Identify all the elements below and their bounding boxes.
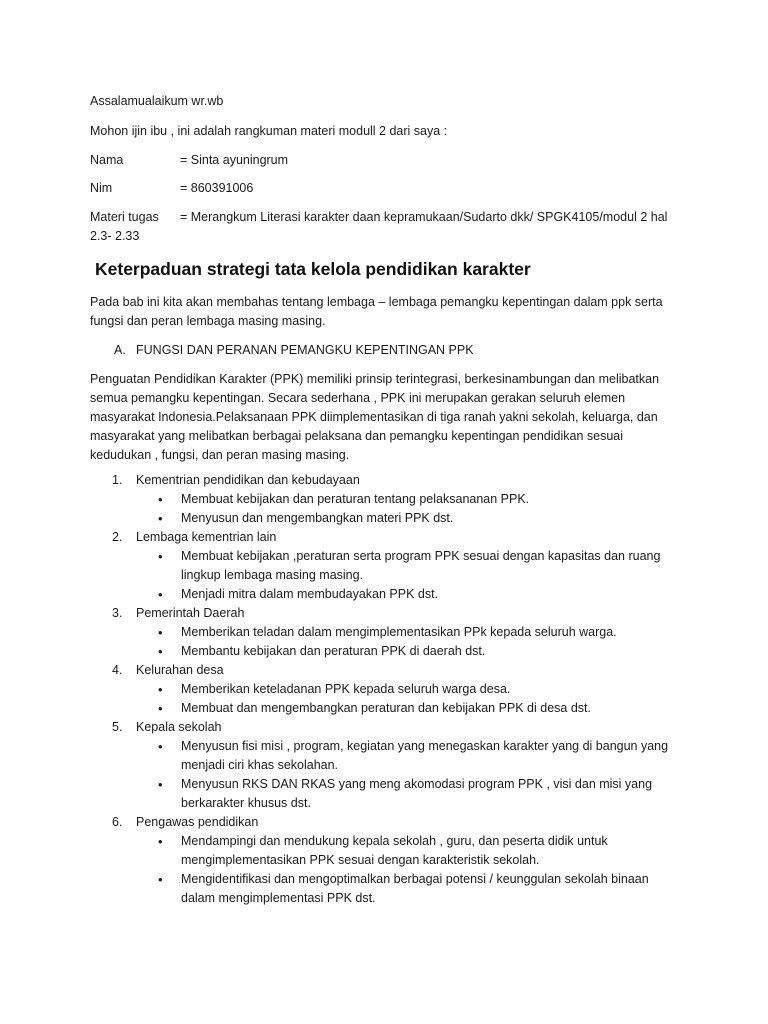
list-item-title [0,528,768,547]
list-number: 1. [112,473,123,487]
list-item-title [0,661,768,680]
list-item [0,604,768,661]
bullet-text: Menjadi mitra dalam membudayakan PPK dst. [181,587,439,601]
bullet-icon: • [158,644,163,659]
bullet-text: mengimplementasikan PPK sesuai dengan karakteristik sekolah. [181,853,540,867]
paragraph-line: masyarakat Indonesia.Pelaksanaan PPK diimplementasikan di tiga ranah yakni sekolah, keluarga, dan [90,410,658,424]
list-number: 3. [112,606,123,620]
list-item [0,718,768,813]
bullet-text: menjadi ciri khas sekolahan. [181,758,339,772]
intro-line: Mohon ijin ibu , ini adalah rangkuman materi modull 2 dari saya : [90,124,448,138]
bullet-item [0,870,681,908]
bullet-icon: • [158,625,163,640]
nama-value: = Sinta ayuningrum [180,153,289,167]
nim-row [90,179,253,198]
nama-row [90,151,288,170]
bullet-item [0,642,681,661]
bullet-item [0,547,681,585]
list-item [0,813,768,908]
materi-value: = Merangkum Literasi karakter daan kepramukaan/Sudarto dkk/ SPGK4105/modul 2 hal [180,210,668,224]
bullet-icon: • [158,777,163,792]
list-item-label: Lembaga kementrian lain [136,530,277,544]
list-item-label: Pengawas pendidikan [136,815,259,829]
list-number: 5. [112,720,123,734]
section-marker: A. [114,343,126,357]
bullet-text: Memberikan keteladanan PPK kepada seluruh warga desa. [181,682,511,696]
bullet-text: dalam mengimplementasi PPK dst. [181,891,376,905]
bullet-icon: • [158,682,163,697]
page-title: Keterpaduan strategi tata kelola pendidikan karakter [95,259,531,279]
paragraph-line: Penguatan Pendidikan Karakter (PPK) memiliki prinsip terintegrasi, berkesinambungan dan melibatkan [90,372,660,386]
list-item-label: Pemerintah Daerah [136,606,245,620]
bullet-icon: • [158,511,163,526]
section-paragraph [90,370,690,465]
list-item-label: Kementrian pendidikan dan kebudayaan [136,473,360,487]
bullet-item [0,680,681,699]
bullet-icon: • [158,587,163,602]
list-item-label: Kepala sekolah [136,720,222,734]
section-title: FUNGSI DAN PERANAN PEMANGKU KEPENTINGAN PPK [136,343,474,357]
bullet-text: berkarakter khusus dst. [181,796,311,810]
materi-row [90,208,667,227]
bullet-item [0,832,681,870]
nama-label: Nama [90,153,124,167]
bullet-icon: • [158,492,163,507]
bullet-icon: • [158,872,163,887]
list-item-title [0,471,768,490]
bullet-text: Membantu kebijakan dan peraturan PPK di daerah dst. [181,644,486,658]
materi-value-continuation: 2.3- 2.33 [90,229,140,243]
intro-paragraph [90,293,690,331]
bullet-icon: • [158,834,163,849]
list-item [0,528,768,604]
materi-label: Materi tugas [90,210,159,224]
list-number: 2. [112,530,123,544]
bullet-text: Memberikan teladan dalam mengimplementasikan PPk kepada seluruh warga. [181,625,617,639]
list-item [0,661,768,718]
bullet-item [0,775,681,813]
bullet-icon: • [158,701,163,716]
bullet-icon: • [158,739,163,754]
bullet-text: Membuat kebijakan dan peraturan tentang pelaksananan PPK. [181,492,530,506]
list-item-title [0,718,768,737]
bullet-text: Membuat dan mengembangkan peraturan dan kebijakan PPK di desa dst. [181,701,591,715]
section-a-heading [114,341,474,360]
bullet-item [0,585,681,604]
bullet-item [0,509,681,528]
nim-label: Nim [90,181,113,195]
paragraph-line: semua pemangku kepentingan. Secara sederhana , PPK ini merupakan gerakan seluruh elemen [90,391,626,405]
bullet-text: Mengidentifikasi dan mengoptimalkan berbagai potensi / keunggulan sekolah binaan [181,872,649,886]
list-item-label: Kelurahan desa [136,663,224,677]
stakeholder-list [0,471,768,908]
list-number: 4. [112,663,123,677]
nim-value: = 860391006 [180,181,254,195]
bullet-text: Mendampingi dan mendukung kepala sekolah , guru, dan peserta didik untuk [181,834,608,848]
greeting: Assalamualaikum wr.wb [90,94,224,108]
paragraph-line: masyarakat yang melibatkan berbagai pelaksana dan pemangku kepentingan pendidikan sesuai [90,429,624,443]
list-number: 6. [112,815,123,829]
bullet-item [0,737,681,775]
list-item-title [0,813,768,832]
paragraph-line: fungsi dan peran lembaga masing masing. [90,314,326,328]
bullet-text: Menyusun dan mengembangkan materi PPK dst. [181,511,454,525]
bullet-text: Menyusun fisi misi , program, kegiatan yang menegaskan karakter yang di bangun yang [181,739,669,753]
bullet-icon: • [158,549,163,564]
bullet-item [0,490,681,509]
bullet-item [0,623,681,642]
bullet-text: Menyusun RKS DAN RKAS yang meng akomodasi program PPK , visi dan misi yang [181,777,653,791]
list-item-title [0,604,768,623]
paragraph-line: Pada bab ini kita akan membahas tentang lembaga – lembaga pemangku kepentingan dalam ppk serta [90,295,663,309]
paragraph-line: kedudukan , fungsi, dan peran masing masing. [90,448,350,462]
bullet-text: Membuat kebijakan ,peraturan serta program PPK sesuai dengan kapasitas dan ruang [181,549,661,563]
list-item [0,471,768,528]
bullet-item [0,699,681,718]
bullet-text: lingkup lembaga masing masing. [181,568,364,582]
